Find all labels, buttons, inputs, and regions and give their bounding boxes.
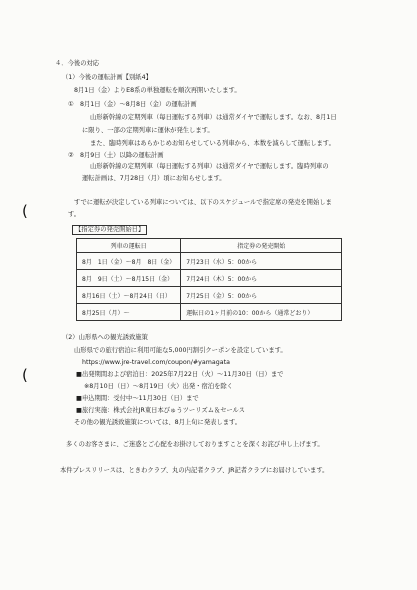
table-header-cell: 列車の運転日: [77, 239, 181, 253]
release-schedule-table: [76, 238, 342, 321]
paragraph-line: 山形新幹線の定期列車（毎日運転する列車）は通常ダイヤで運転します。臨時列車の: [90, 163, 329, 170]
table-cell: 7月25日（金）5：00から: [181, 287, 342, 304]
item-heading: ② 8月9日（土）以降の運転計画: [68, 152, 164, 159]
table-cell: 8月25日（月）～: [77, 304, 181, 321]
table-header-row: [77, 239, 342, 253]
coupon-url: https://www.jre-travel.com/coupon/#yamagata: [82, 359, 230, 366]
bullet-item: ■申込期間：受付中～11月30日（日）まで: [76, 395, 199, 402]
table-caption: 【指定券の発売開始日】: [72, 225, 147, 235]
subsection-heading: （1）今後の運転計画【別紙4】: [62, 74, 152, 81]
paragraph-line: その他の観光誘致施策については、8月上旬に発表します。: [74, 419, 242, 426]
paragraph-line: 運転計画は、7月28日（月）頃にお知らせします。: [82, 175, 226, 182]
table-cell: 8月16日（土）～8月24日（日）: [77, 287, 181, 304]
paragraph-line: 山形新幹線の定期列車（毎日運転する列車）は通常ダイヤで運転します。なお、8月1日: [90, 114, 337, 121]
note-line: ※8月10日（日）～8月19日（火）出発・宿泊を除く: [84, 383, 233, 390]
paragraph-line: す。: [68, 211, 81, 218]
paragraph-line: 8月1日（金）よりE8系の単独運転を順次再開いたします。: [74, 87, 241, 94]
bullet-item: ■旅行実施：株式会社JR東日本びゅうツーリズム＆セールス: [76, 407, 245, 414]
apology-line: 多くのお客さまに、ご迷惑とご心配をお掛けしておりますことを深くお詫び申し上げます。: [66, 441, 324, 448]
paragraph-line: に限り、一部の定期列車に運休が発生します。: [82, 127, 214, 134]
press-release-note: 本件プレスリリースは、ときわクラブ、丸の内記者クラブ、JR記者クラブにお届けしています。: [60, 467, 329, 474]
section-heading: ４．今後の対応: [55, 60, 100, 67]
table-cell: 8月 9日（土）～8月15日（金）: [77, 270, 181, 287]
paragraph-line: 山形県での旅行宿泊に利用可能な5,000円割引クーポンを設定しています。: [74, 347, 287, 354]
binder-hole-icon: (: [22, 366, 28, 384]
subsection-heading: （2）山形県への観光誘致施策: [62, 334, 148, 341]
table-row: [77, 253, 342, 270]
table-row: [77, 270, 342, 287]
table-row: [77, 287, 342, 304]
table-cell: 運転日の1ヶ月前の10：00から（通常どおり）: [181, 304, 342, 321]
table-header-cell: 指定券の発売開始: [181, 239, 342, 253]
table-row: [77, 304, 342, 321]
table-cell: 7月23日（水）5：00から: [181, 253, 342, 270]
table-cell: 8月 1日（金）～8月 8日（金）: [77, 253, 181, 270]
item-heading: ① 8月1日（金）～8月8日（金）の運転計画: [68, 101, 197, 108]
bullet-item: ■出発期間および宿泊日：2025年7月22日（火）～11月30日（日）まで: [76, 371, 284, 378]
paragraph-line: また、臨時列車はあらかじめお知らせしている列車から、本数を減らして運転します。: [90, 140, 335, 147]
table-cell: 7月24日（木）5：00から: [181, 270, 342, 287]
binder-hole-icon: (: [22, 202, 28, 220]
paragraph-line: すでに運転が決定している列車については、以下のスケジュールで指定席の発売を開始しま: [74, 199, 332, 206]
